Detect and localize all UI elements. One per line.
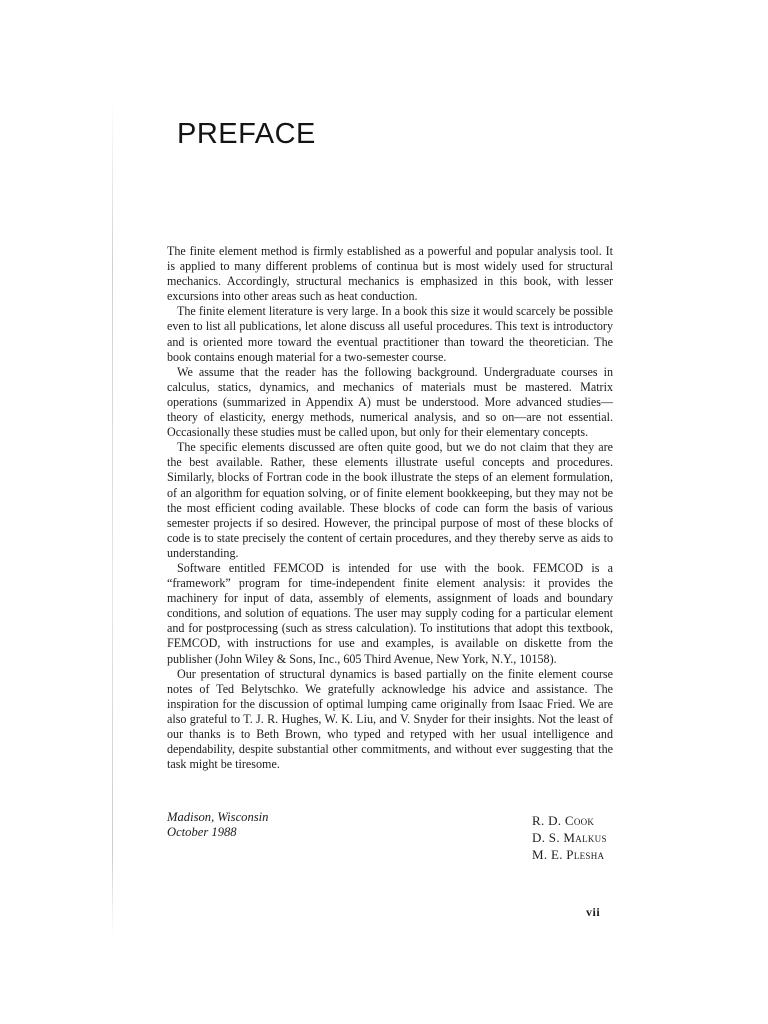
paragraph: The finite element method is firmly established as a powerful and popular analysis tool. It is applied to many different problems of continua but is most widely used for structural mechanics. Accordingly, structural mechanics is emphasized in this book, with lesser excursions into other areas such as heat conduction. — [167, 244, 613, 304]
date: October 1988 — [167, 825, 237, 839]
author-list — [532, 812, 607, 863]
preface-body — [167, 244, 613, 772]
place: Madison, Wisconsin — [167, 810, 269, 824]
page-number: vii — [586, 905, 601, 919]
page-title: PREFACE — [177, 118, 316, 150]
place-and-date — [167, 810, 268, 840]
paragraph: Our presentation of structural dynamics is based partially on the finite element course notes of Ted Belytschko. We gratefully acknowledge his advice and assistance. The inspiration for the discussion of optimal lumping came originally from Isaac Fried. We are also grateful to T. J. R. Hughes, W. K. Liu, and V. Snyder for their insights. Not the least of our thanks is to Beth Brown, who typed and retyped with her usual intelligence and dependability, despite substantial other commitments, and without ever suggesting that the task might be tiresome. — [167, 666, 613, 772]
author-name: D. S. Malkus — [532, 830, 607, 845]
paragraph: The finite element literature is very large. In a book this size it would scarcely be possible even to list all publications, let alone discuss all useful procedures. This text is introductory and is oriented more toward the eventual practitioner than toward the theoretician. The book contains enough material for a two-semester course. — [167, 304, 613, 364]
paragraph: We assume that the reader has the following background. Undergraduate courses in calculus, statics, dynamics, and mechanics of materials must be mastered. Matrix operations (summarized in Appendix A) must be understood. More advanced studies—theory of elasticity, energy methods, numerical analysis, and so on—are not essential. Occasionally these studies must be called upon, but only for their elementary concepts. — [167, 364, 613, 440]
paragraph: Software entitled FEMCOD is intended for use with the book. FEMCOD is a “framework” program for time-independent finite element analysis: it provides the machinery for input of data, assembly of elements, assignment of loads and boundary conditions, and solution of equations. The user may supply coding for a particular element and for postprocessing (such as stress calculation). To institutions that adopt this textbook, FEMCOD, with instructions for use and examples, is available on diskette from the publisher (John Wiley & Sons, Inc., 605 Third Avenue, New York, N.Y., 10158). — [167, 560, 613, 666]
author-name: R. D. Cook — [532, 813, 595, 828]
signature-block — [167, 810, 613, 870]
author-name: M. E. Plesha — [532, 847, 605, 862]
page-binding-edge — [112, 96, 113, 936]
paragraph: The specific elements discussed are often quite good, but we do not claim that they are the best available. Rather, these elements illustrate useful concepts and procedures. Similarly, blocks of Fortran code in the book illustrate the steps of an element formulation, of an algorithm for equation solving, or of finite element bookkeeping, but they may not be the most efficient coding available. These blocks of code can form the basis of various semester projects if so desired. However, the principal purpose of most of these blocks of code is to state precisely the content of certain procedures, and they thereby serve as aids to understanding. — [167, 440, 613, 560]
